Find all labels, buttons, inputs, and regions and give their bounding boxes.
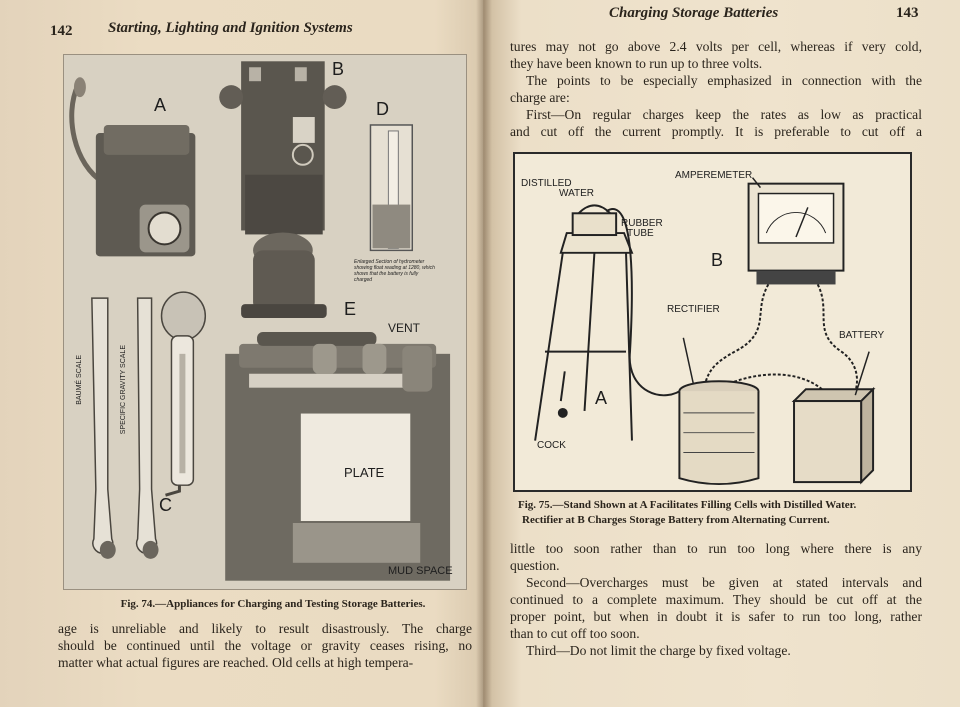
left-text-line: age is unreliable and likely to result disastrously. The charge bbox=[58, 621, 472, 636]
figure-75-label-battery: BATTERY bbox=[839, 330, 885, 341]
figure-74-label-a: A bbox=[154, 95, 167, 115]
right-text-line: Third—Do not limit the charge by fixed voltage. bbox=[526, 643, 791, 658]
figure-74-label-plate: PLATE bbox=[344, 465, 385, 480]
figure-75-label-a: A bbox=[595, 388, 608, 408]
right-text-line: they have been known to run up to three volts. bbox=[510, 56, 763, 71]
figure-75-caption-line: Rectifier at B Charges Storage Battery from Alternating Current. bbox=[522, 514, 830, 526]
right-text-line: The points to be especially emphasized in connection with the bbox=[526, 73, 922, 88]
figure-74-plate bbox=[63, 54, 467, 590]
figure-75-label-cock: COCK bbox=[537, 440, 566, 451]
figure-75-label-tube: TUBE bbox=[627, 228, 654, 239]
figure-75-amperemeter bbox=[749, 184, 844, 285]
figure-75-stand bbox=[535, 205, 632, 440]
figure-74-label-vent: VENT bbox=[388, 321, 421, 335]
figure-74-label-mud-space: MUD SPACE bbox=[388, 565, 453, 577]
right-body-text-bottom bbox=[510, 540, 922, 659]
figure-74-label-c: C bbox=[159, 495, 172, 515]
figure-74-baume-scale: BAUMÉ SCALE bbox=[76, 355, 83, 405]
right-text-line: proper point, but when in doubt it is safer to run too long, rather bbox=[510, 609, 922, 624]
figure-74-specific-gravity-scale: SPECIFIC GRAVITY SCALE bbox=[120, 345, 127, 435]
book-gutter bbox=[476, 0, 492, 707]
left-running-head: Starting, Lighting and Ignition Systems bbox=[108, 20, 353, 36]
right-text-line: Second—Overcharges must be given at stated intervals and bbox=[526, 575, 922, 590]
figure-74-caption: Fig. 74.—Appliances for Charging and Testing Storage Batteries. bbox=[120, 598, 426, 610]
right-running-head: Charging Storage Batteries bbox=[609, 5, 779, 21]
figure-75-label-rubber: RUBBER bbox=[621, 218, 663, 229]
figure-74-label-b: B bbox=[332, 59, 345, 79]
figure-75-diagram bbox=[513, 152, 912, 492]
right-text-line: question. bbox=[510, 558, 560, 573]
left-body-text bbox=[58, 620, 472, 671]
figure-75-caption bbox=[518, 498, 918, 528]
right-body-text-top bbox=[510, 38, 922, 140]
figure-75-rectifier bbox=[679, 381, 758, 484]
figure-74-label-e: E bbox=[344, 299, 357, 319]
figure-75-illustration bbox=[515, 154, 910, 490]
right-text-line: continued to a complete maximum. They should be cut off at the bbox=[510, 592, 922, 607]
figure-74-item-e bbox=[225, 332, 450, 581]
figure-75-label-rectifier: RECTIFIER bbox=[667, 304, 720, 315]
right-text-line: than to cut off too soon. bbox=[510, 626, 640, 641]
figure-75-label-amperemeter: AMPEREMETER bbox=[675, 170, 753, 181]
figure-75-label-distilled: DISTILLED bbox=[521, 178, 572, 189]
left-text-line: should be continued until the voltage or gravity ceases rising, no bbox=[58, 638, 472, 653]
right-text-line: little too soon rather than to run too long where there is any bbox=[510, 541, 922, 556]
left-page-number: 142 bbox=[50, 23, 73, 39]
figure-74-d-note: Enlarged Section of hydrometer showing float reading at 1280, which shows that the battery is fully charged bbox=[354, 259, 435, 283]
figure-74-item-d bbox=[370, 125, 412, 250]
figure-75-battery bbox=[794, 389, 873, 482]
right-text-line: charge are: bbox=[510, 90, 570, 105]
figure-75-caption-line: Fig. 75.—Stand Shown at A Facilitates Filling Cells with Distilled Water. bbox=[518, 499, 857, 511]
figure-74-label-d: D bbox=[376, 99, 389, 119]
right-text-line: and cut off the current promptly. It is preferable to cut off a bbox=[510, 124, 922, 139]
left-text-line: matter what actual figures are reached. Old cells at high tempera- bbox=[58, 655, 414, 670]
right-page-number: 143 bbox=[896, 5, 919, 21]
right-text-line: tures may not go above 2.4 volts per cell, whereas if very cold, bbox=[510, 39, 922, 54]
figure-75-label-b: B bbox=[711, 250, 724, 270]
right-text-line: First—On regular charges keep the rates as low as practical bbox=[526, 107, 922, 122]
figure-75-label-water: WATER bbox=[559, 188, 594, 199]
